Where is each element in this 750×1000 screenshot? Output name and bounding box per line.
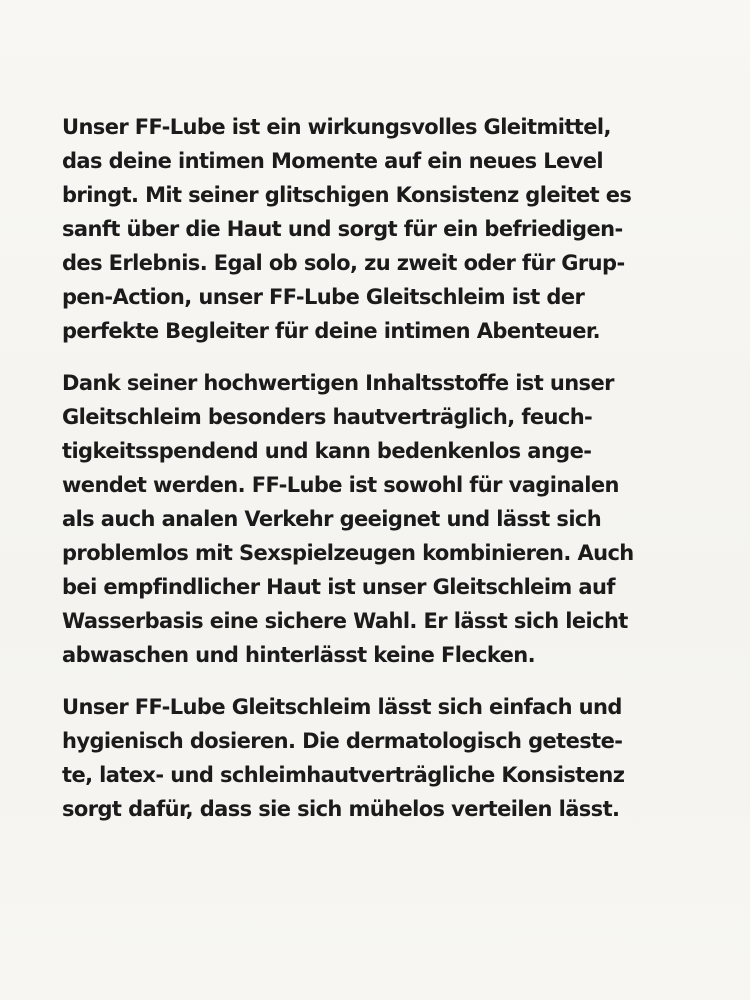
text-line: Unser FF-Lube ist ein wirkungsvolles Gleitmittel, xyxy=(62,115,611,139)
text-line: bringt. Mit seiner glitschigen Konsistenz gleitet es xyxy=(62,183,632,207)
document-body xyxy=(62,110,712,826)
text-line: Gleitschleim besonders hautverträglich, feuch- xyxy=(62,405,593,429)
text-line: Unser FF-Lube Gleitschleim lässt sich einfach und xyxy=(62,695,622,719)
text-line: te, latex- und schleimhautverträgliche Konsistenz xyxy=(62,763,625,787)
text-line: bei empfindlicher Haut ist unser Gleitschleim auf xyxy=(62,575,615,599)
text-line: wendet werden. FF-Lube ist sowohl für vaginalen xyxy=(62,473,619,497)
paragraph-1 xyxy=(62,110,712,348)
text-line: als auch analen Verkehr geeignet und lässt sich xyxy=(62,507,602,531)
text-line: tigkeitsspendend und kann bedenkenlos ange- xyxy=(62,439,592,463)
text-line: des Erlebnis. Egal ob solo, zu zweit oder für Grup- xyxy=(62,251,625,275)
text-line: hygienisch dosieren. Die dermatologisch geteste- xyxy=(62,729,623,753)
text-line: Wasserbasis eine sichere Wahl. Er lässt sich leicht xyxy=(62,609,628,633)
text-line: Dank seiner hochwertigen Inhaltsstoffe ist unser xyxy=(62,371,614,395)
text-line: pen-Action, unser FF-Lube Gleitschleim ist der xyxy=(62,285,585,309)
text-line: sorgt dafür, dass sie sich mühelos verteilen lässt. xyxy=(62,797,620,821)
text-line: perfekte Begleiter für deine intimen Abenteuer. xyxy=(62,319,601,343)
paragraph-2 xyxy=(62,366,712,672)
text-line: das deine intimen Momente auf ein neues Level xyxy=(62,149,603,173)
text-line: sanft über die Haut und sorgt für ein befriedigen- xyxy=(62,217,623,241)
text-line: problemlos mit Sexspielzeugen kombinieren. Auch xyxy=(62,541,634,565)
text-line: abwaschen und hinterlässt keine Flecken. xyxy=(62,643,536,667)
paragraph-3 xyxy=(62,690,712,826)
